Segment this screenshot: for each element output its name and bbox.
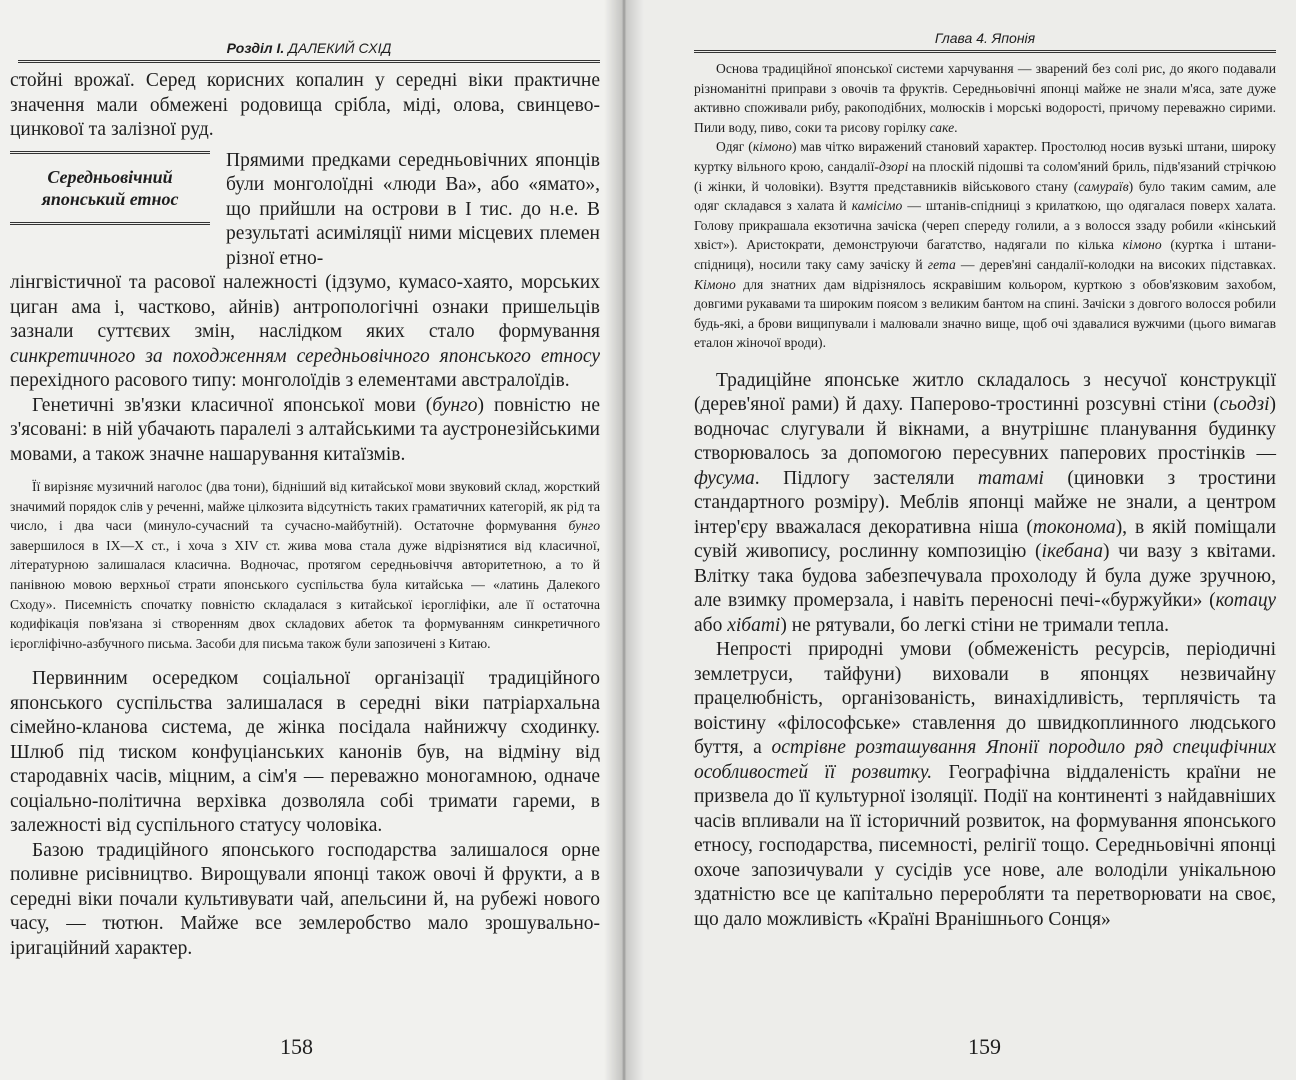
emphasis-run: котацу [1215, 590, 1276, 612]
emphasis-run: камісімо [851, 198, 903, 214]
right-page [622, 0, 1296, 1080]
paragraph-ethnos-start [226, 149, 600, 272]
emphasis-run: кімоно [752, 139, 792, 155]
text-run: Одяг ( [716, 139, 753, 155]
text-run: лінгвістичної та расової належності (ідзумо, кумасо-хаято, морських циган ама і, частково, айнів) антропологічні ознаки пришельців зазнали суттєвих змін, наслідком яких стало формування [10, 272, 600, 342]
text-run: ) водночас слугували й вікнами, а внутрішнє планування будинку створювалось за допомогою пересувних паперових простінків — [694, 394, 1276, 465]
emphasis-run: острівне розташування Японії породило ряд специфічних особливостей її розвитку. [694, 737, 1276, 783]
text-run: . Підлогу застеляли [754, 467, 978, 489]
text-run: Її вирізняє музичний наголос (два тони), бідніший від китайської мови звуковий склад, жорсткий значимий порядок слів у реченні, майже цілкозита відсутність таких граматичних категорій, як рід та число, і два часи (минуло-сучасний та сучасно-майбутній). Остаточне формування [10, 479, 600, 534]
text-run: або [694, 614, 728, 636]
text-run: перехідного расового типу: монголоїдів з елементами австралоїдів. [10, 370, 570, 391]
text-run: завершилося в IX—X ст., і хоча з XIV ст. жива мова стала дуже відрізнятися від класичної, літературною залишалася класична. Водночас, протягом середньовіччя авторитетною, а то й панівною мовою верхньої страти японського суспільства була китайська — «латинь Далекого Сходу». Писемність спочатку повністю складалася з китайської ієрогліфіки, але її остаточна кодифікація пов'язана зі створенням двох складових абеток та формуванням синкретичного ієрогліфічно-азбучного письма. Засоби для письма також були запозичені з Китаю. [10, 537, 600, 651]
section-heading: Середньовічний японський етнос [10, 151, 210, 225]
text-run: — штанів-спідниці з крилаткою, що одягалася поверх халата. Голову прикрашала екзотична зачіска (череп спереду голили, а з волосся ззаду робили «кінський хвіст»). Аристократи, демонструючи багатство, надягали по кілька [694, 198, 1277, 253]
paragraph-social [10, 667, 600, 839]
emphasis-run: саке [929, 119, 955, 135]
page-number-right: 159 [968, 1034, 1001, 1059]
text-run: на плоскій підошві та солом'яний бриль, підв'язаний стрічкою (і жінки, й чоловіки). Взуття представників військового стану ( [694, 158, 1276, 194]
running-head-prefix: Розділ I. [226, 40, 285, 56]
text-run: Географічна віддаленість країни не призвела до її культурної ізоляції. Події на континенті з найдавніших часів впливали на її історичний розвиток, на формування японського етносу, господарства, писемності, релігії тощо. Середньовічні японці охоче запозичували у сусідів усе нове, але володіли унікальною здатністю все це капітально переробляти та перетворювати на своє, що дало можливість «Країні Вранішнього Сонця» [694, 761, 1276, 930]
text-run: ) мав чітко виражений становий характер. Простолюд носив вузькі штани, широку куртку вільного крою, сандалії- [694, 139, 1276, 174]
text-run: ) не рятували, бо легкі стіни не тримали тепла. [780, 614, 1170, 636]
running-head-title: ДАЛЕКИЙ СХІД [288, 40, 392, 56]
text-run: Базою традиційного японського господарства залишалося орне поливне рисівництво. Вирощували японці також овочі й фрукти, а в середні віки почали культивувати чай, апельсини й, на рубежі нового часу, — тютюн. Майже все землеробство мало зрошувально-іригаційний характер. [10, 839, 600, 959]
text-run: Первинним осередком соціальної організації традиційного японського суспільства залишалася в середні віки патріархальна сімейно-кланова система, де жінка посідала найнижчу сходинку. Шлюб під тиском конфуціанських канонів був, на відміну від стародавніх часів, міцним, а сім'я — переважно моногамною, одначе соціально-політична верхівка дозволяла собі тримати гареми, в залежності від суспільного статусу чоловіка. [10, 668, 600, 837]
emphasis-run: сьодзі [1219, 394, 1270, 416]
paragraph-housing [694, 369, 1276, 639]
section-block [10, 149, 600, 272]
text-run: . [954, 119, 958, 135]
book-gutter [604, 0, 644, 1080]
text-run: (циновки з тростини стандартного розміру). Меблів японці майже не знали, а центром інтер'єру вважалася декоративна ніша ( [694, 467, 1276, 538]
text-run: Основа традиційної японської системи харчування — зварений без солі рис, до якого подавали різноманітні приправи з овочів та фруктів. Середньовічні японці майже не знали м'яса, зате дуже активно споживали рибу, ракоподібних, молюсків і морські водорості, причому переважно сирими. Пили воду, пиво, соки та рисову горілку [694, 61, 1276, 135]
left-page [0, 0, 622, 1080]
emphasis-run: синкретичного за походженням середньовічного японського етносу [10, 345, 600, 367]
page-number-left: 158 [280, 1034, 313, 1059]
text-run: ) було таким самим, але одяг складався з халата й [694, 178, 1276, 214]
emphasis-run: кімоно [1122, 237, 1162, 253]
emphasis-run: бунго [432, 394, 478, 416]
text-run: — дерев'яні сандалії-колодки на високих підставках. [955, 256, 1276, 272]
text-run: Традиційне японське житло складалось з несучої конструкції (дерев'яної рами) й даху. Паперово-тростинні розсувні стіни ( [694, 369, 1276, 416]
paragraph-ethnos-start-text: Прямими предками середньовічних японців були монголоїдні «люди Ва», або «ямато», що прийшли на острови в І тис. до н.е. В результаті асиміляції ними місцевих племен різної етно- [226, 149, 600, 269]
emphasis-run: дзорі [878, 158, 909, 174]
emphasis-run: хібаті [727, 614, 781, 636]
emphasis-run: татамі [977, 467, 1044, 489]
running-head-left [18, 40, 600, 63]
text-run: Непрості природні умови (обмеженість ресурсів, періодичні землетруси, тайфуни) виховали в японцях незвичайну працелюбність, організованість, винахідливість, терплячість та воістину «філософське» ставлення до швидкоплинного людського буття, а [694, 639, 1276, 759]
paragraph-ethnos-continued [10, 271, 600, 394]
text-run: ) чи вазу з квітами. Влітку така будова забезпечувала прохолоду й була дуже зручною, але взимку промерзала, і навіть переносні печі-«буржуйки» ( [694, 541, 1276, 612]
text-run: для знатних дам відрізнялось яскравішим кольором, курткою з обов'язковим захобом, довгими рукавами та широким поясом з великим бантом на спині. Зачіски з довгого волосся робили будь-які, а брови вищипували і малювали значно вище, щоб очі здавалися вужчими (цього вимагав еталон жіночої вроди). [694, 276, 1276, 351]
emphasis-run: самураїв [1078, 178, 1129, 194]
text-run: ), в якій поміщали сувій живопису, рослинну композицію ( [694, 516, 1277, 563]
note-clothes [694, 137, 1276, 353]
emphasis-run: фусума [694, 467, 755, 489]
emphasis-run: ікебана [1041, 541, 1103, 563]
running-head-right: Глава 4. Японія [694, 30, 1276, 53]
emphasis-run: Кімоно [694, 276, 736, 292]
emphasis-run: токонома [1032, 516, 1116, 538]
paragraph-language [10, 394, 600, 468]
emphasis-run: бунго [568, 518, 600, 534]
emphasis-run: гета [927, 256, 956, 272]
paragraph-intro-text: стойні врожаї. Серед корисних копалин у середні віки практичне значення мали обмежені родовища срібла, міді, олова, свинцево-цинкової та залізної руд. [10, 70, 600, 140]
paragraph-nature [694, 638, 1276, 932]
paragraph-economy [10, 839, 600, 962]
paragraph-intro [10, 69, 600, 143]
text-run: ) повністю не з'ясовані: в ній убачають паралелі з алтайськими та аустронезійськими мовами, а також значне нашарування китаїзмів. [10, 394, 600, 465]
text-run: (куртка і штани-спідниця), носили таку саму зачіску й [694, 237, 1276, 272]
note-bungo [10, 477, 600, 653]
note-food [694, 59, 1276, 137]
text-run: Генетичні зв'язки класичної японської мови ( [32, 394, 433, 416]
